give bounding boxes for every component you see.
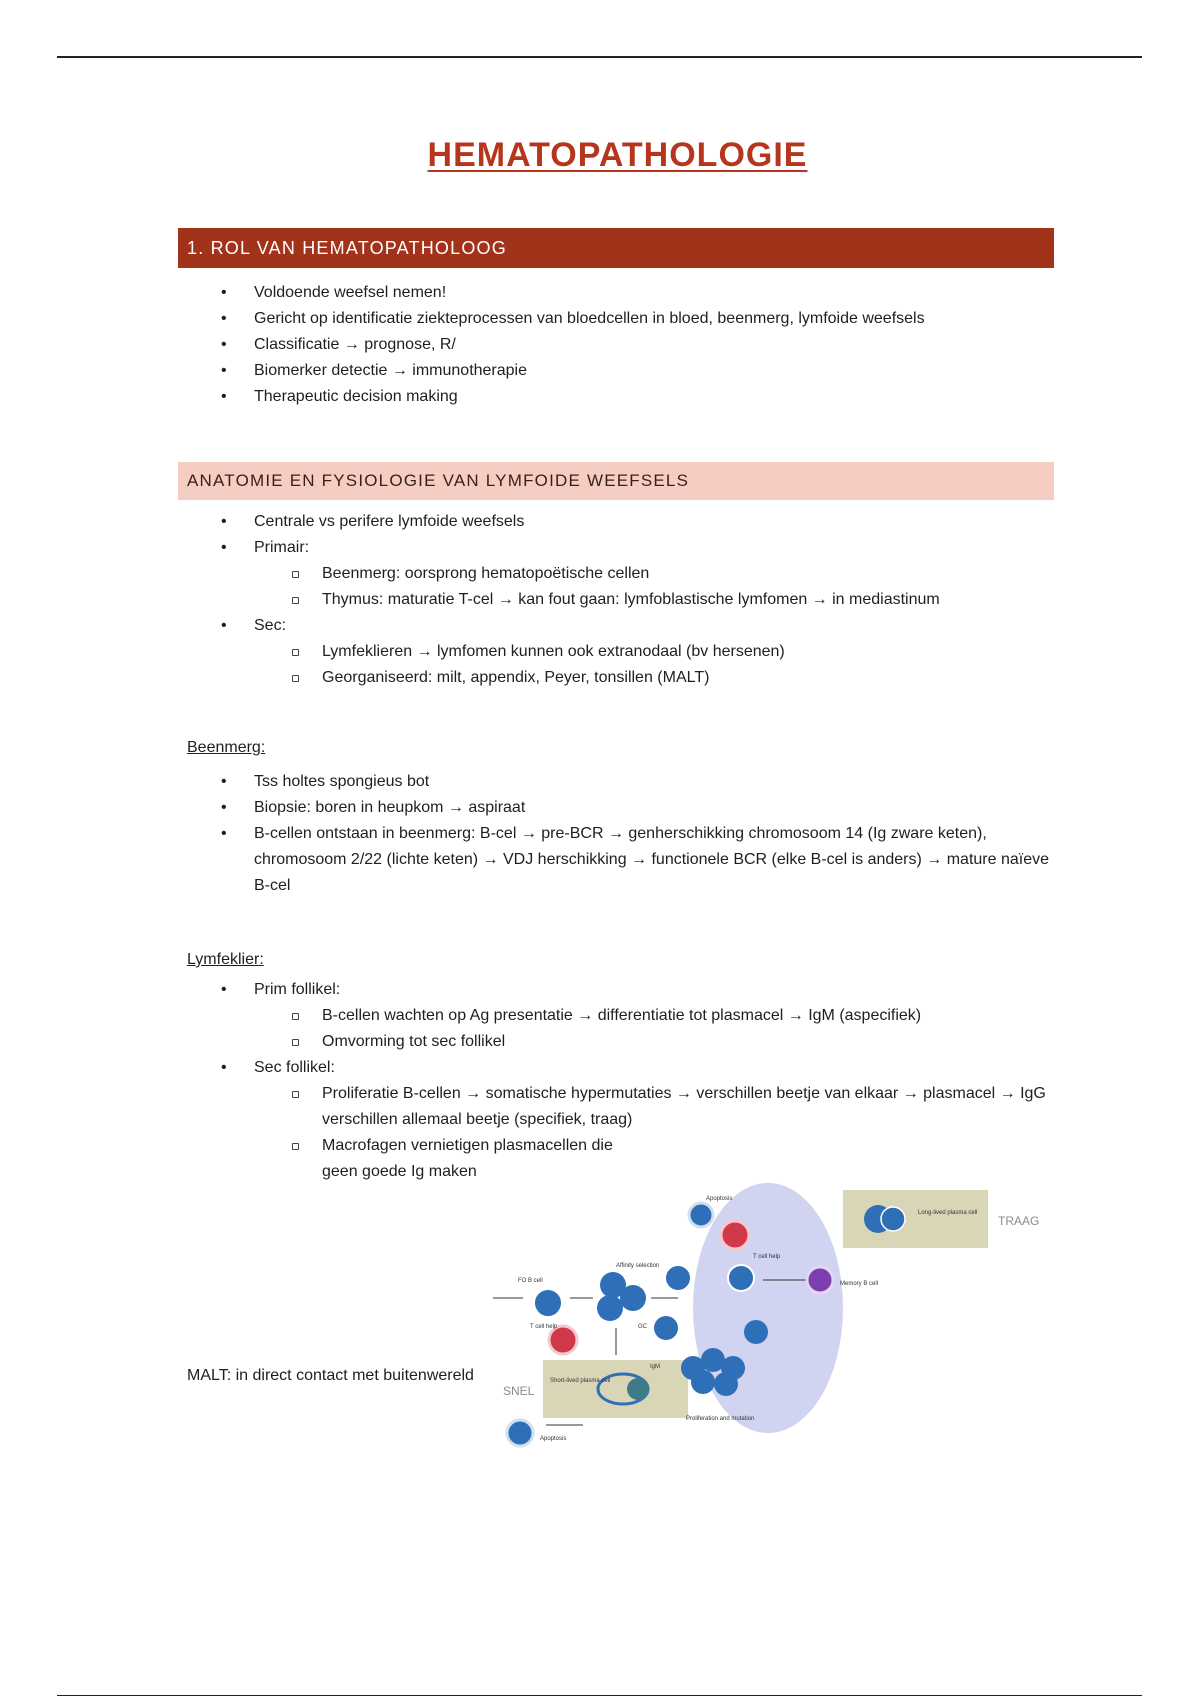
list-item: • Classificatie → prognose, R/ (178, 332, 1054, 358)
traag-label: TRAAG (998, 1214, 1040, 1228)
sublist-item: Thymus: maturatie T-cel → kan fout gaan: lymfoblastische lymfomen → in mediastinum (178, 587, 1054, 613)
t-cell-help-right-label: T cell help (753, 1254, 781, 1260)
long-lived-label: Long-lived plasma cell (918, 1210, 978, 1216)
page-title: HEMATOPATHOLOGIE (427, 136, 808, 174)
sublist-item: Macrofagen vernietigen plasmacellen die geen goede Ig maken (178, 1133, 622, 1185)
prolif-label: Proliferation and mutation (686, 1416, 755, 1422)
short-lived-box (543, 1360, 688, 1418)
gc-b-cell (665, 1265, 691, 1291)
gc-label: GC (638, 1324, 647, 1330)
malt-text: MALT: in direct contact met buitenwereld (187, 1367, 474, 1384)
section-heading-rol: 1. ROL VAN HEMATOPATHOLOOG (178, 228, 1054, 268)
apoptotic-cell-top (689, 1203, 713, 1227)
list-item: • Therapeutic decision making (178, 384, 1054, 410)
apoptosis-bottom-label: Apoptosis (540, 1436, 567, 1442)
sec-follikel-label: Sec follikel: (254, 1059, 335, 1076)
prim-follikel-label: Prim follikel: (254, 981, 341, 998)
long-lived-nucleus (881, 1207, 905, 1231)
b-cell-cluster (597, 1295, 623, 1321)
sec-sublist (254, 639, 1054, 691)
germinal-center-oval (693, 1183, 843, 1433)
list-item: • Biopsie: boren in heupkom → aspiraat (178, 795, 1054, 821)
sublist-item: Lymfeklieren → lymfomen kunnen ook extranodaal (bv hersenen) (178, 639, 1054, 665)
anatomie-list (178, 509, 1054, 691)
sublist-item: Georganiseerd: milt, appendix, Peyer, tonsillen (MALT) (178, 665, 1054, 691)
affinity-label: Affinity selection (616, 1263, 660, 1269)
list-item (178, 535, 1054, 613)
list-item (178, 613, 1054, 691)
beenmerg-heading: Beenmerg: (187, 739, 266, 756)
prolif-cell (691, 1370, 715, 1394)
list-item: • Biomerker detectie → immunotherapie (178, 358, 1054, 384)
t-cell-right (721, 1221, 749, 1249)
gc-b-cell (744, 1320, 768, 1344)
fo-b-cell-label: FO B cell (518, 1278, 543, 1284)
sublist-item: Proliferatie B-cellen → somatische hypermutaties → verschillen beetje van elkaar → plasmacel → IgG verschillen allemaal beetje (specifiek, traag) (178, 1081, 1054, 1133)
prim-sublist (254, 1003, 1054, 1055)
beenmerg-list (178, 769, 1054, 899)
bottom-rule (57, 1695, 1142, 1696)
sublist-item: B-cellen wachten op Ag presentatie → differentiatie tot plasmacel → IgM (aspecifiek) (178, 1003, 1054, 1029)
section-heading-anatomie: ANATOMIE EN FYSIOLOGIE VAN LYMFOIDE WEEFSELS (178, 462, 1054, 500)
list-item: • Gericht op identificatie ziekteprocessen van bloedcellen in bloed, beenmerg, lymfoide weefsels (178, 306, 1054, 332)
snel-label: SNEL (503, 1384, 535, 1398)
b-cell-cluster (620, 1285, 646, 1311)
list-item: • Voldoende weefsel nemen! (178, 280, 1054, 306)
sublist-item: Beenmerg: oorsprong hematopoëtische cellen (178, 561, 1054, 587)
gc-b-cell (728, 1265, 754, 1291)
gc-b-cell (654, 1316, 678, 1340)
short-lived-nucleus (627, 1378, 649, 1400)
sec-label: Sec: (254, 617, 287, 634)
t-cell-help-left-label: T cell help (530, 1324, 558, 1330)
prolif-cell (714, 1372, 738, 1396)
t-cell-left (549, 1326, 577, 1354)
list-item: • Tss holtes spongieus bot (178, 769, 1054, 795)
igm-label: IgM (650, 1364, 661, 1370)
primair-label: Primair: (254, 539, 310, 556)
sublist-item: Omvorming tot sec follikel (178, 1029, 1054, 1055)
rol-list (178, 280, 1054, 410)
apoptotic-cell-bottom (507, 1420, 533, 1446)
memory-b-cell (807, 1267, 833, 1293)
germinal-center-diagram (488, 1170, 1048, 1460)
primair-sublist (254, 561, 1054, 613)
short-lived-label: Short-lived plasma cell (550, 1378, 611, 1384)
fo-b-cell (534, 1289, 562, 1317)
apoptosis-top-label: Apoptosis (706, 1196, 733, 1202)
memory-label: Memory B cell (840, 1281, 879, 1287)
lymfeklier-list (178, 977, 1054, 1185)
list-item: • B-cellen ontstaan in beenmerg: B-cel → pre-BCR → genherschikking chromosoom 14 (Ig zware keten), chromosoom 2/22 (lichte keten) → VDJ herschikking → functionele BCR (elke B-cel is anders) → mature naïeve B-cel (178, 821, 1054, 899)
list-item (178, 1055, 1054, 1185)
lymfeklier-heading: Lymfeklier: (187, 951, 264, 968)
list-item: • Centrale vs perifere lymfoide weefsels (178, 509, 1054, 535)
top-rule (57, 56, 1142, 58)
list-item (178, 977, 1054, 1055)
